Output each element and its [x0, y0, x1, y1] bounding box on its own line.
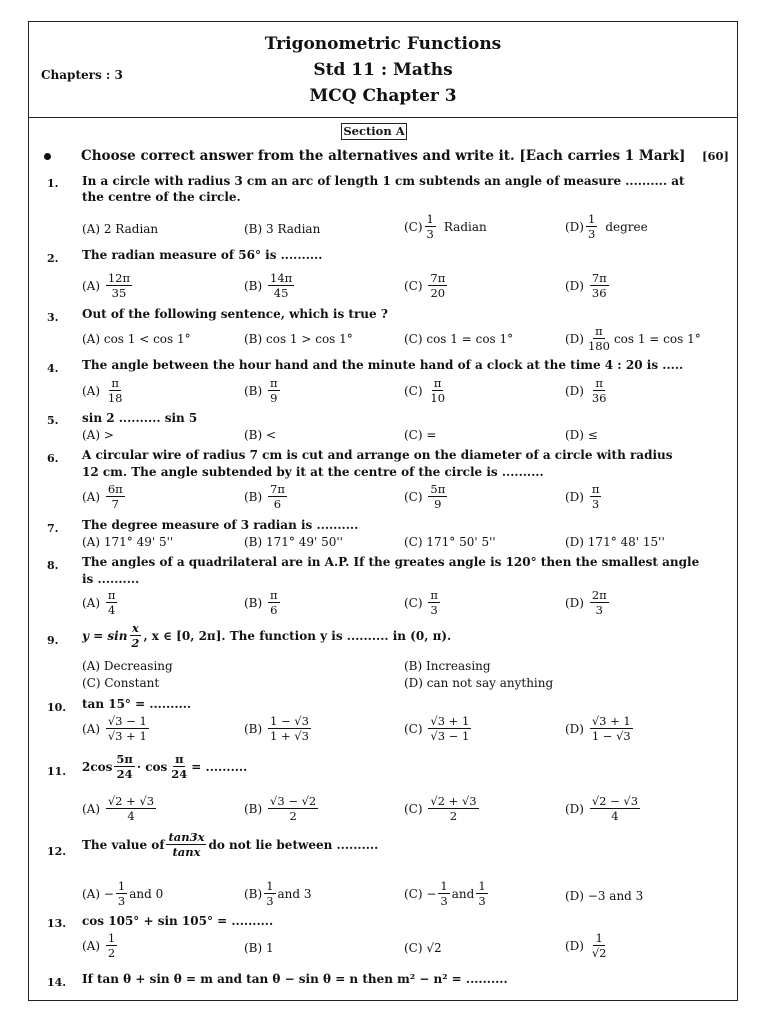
- question-number: 9.: [47, 634, 59, 647]
- option-c: (C) $\frac{5\pi}{9}$: [404, 482, 446, 511]
- option-c: (C) $\frac{\pi}{3}$: [404, 588, 438, 617]
- option-b: (B) $\frac{\pi}{6}$: [244, 588, 278, 617]
- option-c: (C) − $\frac{1}{3}$ and $\frac{1}{3}$: [404, 879, 486, 908]
- question-text: cos 105° + sin 105° = ..........: [82, 914, 274, 928]
- option-c: (C) Constant: [82, 676, 160, 690]
- instruction-text: Choose correct answer from the alternatives and write it. [Each carries 1 Mark]: [81, 148, 686, 164]
- option-c: (C) =: [404, 428, 437, 442]
- question-text: Out of the following sentence, which is true ?: [82, 307, 388, 321]
- option-d: (D) $\frac{√2 - √3}{4}$: [565, 794, 639, 823]
- option-a: (A) $\frac{\pi}{4}$: [82, 588, 116, 617]
- question-text: The radian measure of 56° is ..........: [82, 248, 323, 262]
- option-a: (A) >: [82, 428, 114, 442]
- mcq-label: MCQ Chapter 3: [309, 86, 457, 106]
- option-a: (A) 2 Radian: [82, 222, 159, 236]
- option-d: (D) $\frac{1}{√2}$: [565, 931, 607, 960]
- question-text: If tan θ + sin θ = m and tan θ − sin θ = n then m² − n² = ..........: [82, 972, 508, 986]
- option-c: (C) cos 1 = cos 1°: [404, 332, 514, 346]
- option-d: (D) $\frac{√3 + 1}{1 - √3}$: [565, 714, 631, 743]
- option-a: (A) cos 1 < cos 1°: [82, 332, 191, 346]
- option-b: (B) $\frac{7\pi}{6}$: [244, 482, 285, 511]
- question-number: 4.: [47, 362, 59, 375]
- option-c: (C) √2: [404, 941, 442, 955]
- option-d: (D) −3 and 3: [565, 889, 644, 903]
- option-b: (B) 171° 49' 50'': [244, 535, 343, 549]
- option-a: (A) $\frac{6\pi}{7}$: [82, 482, 123, 511]
- option-a: (A) $\frac{\pi}{18}$: [82, 376, 123, 405]
- question-text: The value of $\frac{\tan 3x}{\tan x}$ do not lie between ..........: [82, 830, 379, 859]
- option-a: (A) − $\frac{1}{3}$ and 0: [82, 879, 164, 908]
- option-d: (D) 171° 48' 15'': [565, 535, 665, 549]
- question-number: 7.: [47, 522, 59, 535]
- option-d: (D) $\frac{\pi}{36}$: [565, 376, 607, 405]
- option-d: (D) $\frac{1}{3}$ degree: [565, 212, 648, 241]
- option-d: (D) $\frac{\pi}{3}$: [565, 482, 600, 511]
- option-c: (C) $\frac{\pi}{10}$: [404, 376, 446, 405]
- option-a: (A) $\frac{√2 + √3}{4}$: [82, 794, 155, 823]
- question-number: 10.: [47, 701, 67, 714]
- chapters-label: Chapters : 3: [41, 68, 123, 82]
- question-text: The angle between the hour hand and the minute hand of a clock at the time 4 : 20 is .....: [82, 358, 684, 372]
- option-a: (A) 171° 49' 5'': [82, 535, 174, 549]
- question-text: the centre of the circle.: [82, 190, 241, 204]
- question-number: 12.: [47, 845, 67, 858]
- question-number: 14.: [47, 976, 67, 989]
- question-text: The degree measure of 3 radian is ..........: [82, 518, 359, 532]
- question-number: 5.: [47, 414, 59, 427]
- option-d: (D) $\frac{\pi}{180}$ cos 1 = cos 1°: [565, 324, 701, 353]
- question-number: 2.: [47, 252, 59, 265]
- header-divider: [28, 117, 738, 118]
- question-text: is ..........: [82, 572, 140, 586]
- standard-label: Std 11 : Maths: [313, 60, 453, 80]
- option-b: (B) Increasing: [404, 659, 491, 673]
- option-b: (B) $\frac{1 - √3}{1 + √3}$: [244, 714, 309, 743]
- page-title: Trigonometric Functions: [264, 34, 502, 54]
- option-d: (D) ≤: [565, 428, 598, 442]
- question-text: y = sin $\frac{x}{2}$ , x ∈ [0, 2π]. The function y is .......... in (0, π).: [82, 621, 452, 650]
- question-text: tan 15° = ..........: [82, 697, 192, 711]
- option-d: (D) can not say anything: [404, 676, 554, 690]
- question-text: A circular wire of radius 7 cm is cut and arrange on the diameter of a circle with radius: [82, 448, 673, 462]
- option-d: (D) $\frac{2\pi}{3}$: [565, 588, 607, 617]
- option-a: (A) Decreasing: [82, 659, 173, 673]
- option-b: (B) $\frac{14\pi}{45}$: [244, 271, 293, 300]
- option-a: (A) $\frac{12\pi}{35}$: [82, 271, 131, 300]
- option-c: (C) $\frac{1}{3}$ Radian: [404, 212, 487, 241]
- bullet-icon: [44, 153, 51, 160]
- option-b: (B) 1: [244, 941, 274, 955]
- option-d: (D) $\frac{7\pi}{36}$: [565, 271, 607, 300]
- option-a: (A) $\frac{1}{2}$: [82, 931, 116, 960]
- question-number: 3.: [47, 311, 59, 324]
- question-number: 1.: [47, 177, 59, 190]
- option-b: (B) $\frac{1}{3}$ and 3: [244, 879, 312, 908]
- question-text: The angles of a quadrilateral are in A.P. If the greates angle is 120° then the smallest angle: [82, 555, 700, 569]
- question-number: 13.: [47, 917, 67, 930]
- option-b: (B) <: [244, 428, 277, 442]
- option-c: (C) $\frac{√2 + √3}{2}$: [404, 794, 477, 823]
- question-text: 2cos $\frac{5\pi}{24}$ · cos $\frac{\pi}{24}$ = ..........: [82, 752, 248, 781]
- question-number: 6.: [47, 452, 59, 465]
- question-text: In a circle with radius 3 cm an arc of length 1 cm subtends an angle of measure .......... at: [82, 174, 685, 188]
- question-text: sin 2 .......... sin 5: [82, 411, 198, 425]
- option-b: (B) cos 1 > cos 1°: [244, 332, 353, 346]
- total-marks: [60]: [702, 149, 729, 163]
- option-b: (B) $\frac{√3 - √2}{2}$: [244, 794, 317, 823]
- option-a: (A) $\frac{√3 - 1}{√3 + 1}$: [82, 714, 147, 743]
- question-text: 12 cm. The angle subtended by it at the centre of the circle is ..........: [82, 465, 544, 479]
- option-c: (C) 171° 50' 5'': [404, 535, 496, 549]
- section-label: Section A: [341, 123, 407, 140]
- option-b: (B) 3 Radian: [244, 222, 321, 236]
- question-number: 8.: [47, 559, 59, 572]
- question-number: 11.: [47, 765, 67, 778]
- option-c: (C) $\frac{√3 + 1}{√3 - 1}$: [404, 714, 470, 743]
- option-c: (C) $\frac{7\pi}{20}$: [404, 271, 446, 300]
- option-b: (B) $\frac{\pi}{9}$: [244, 376, 278, 405]
